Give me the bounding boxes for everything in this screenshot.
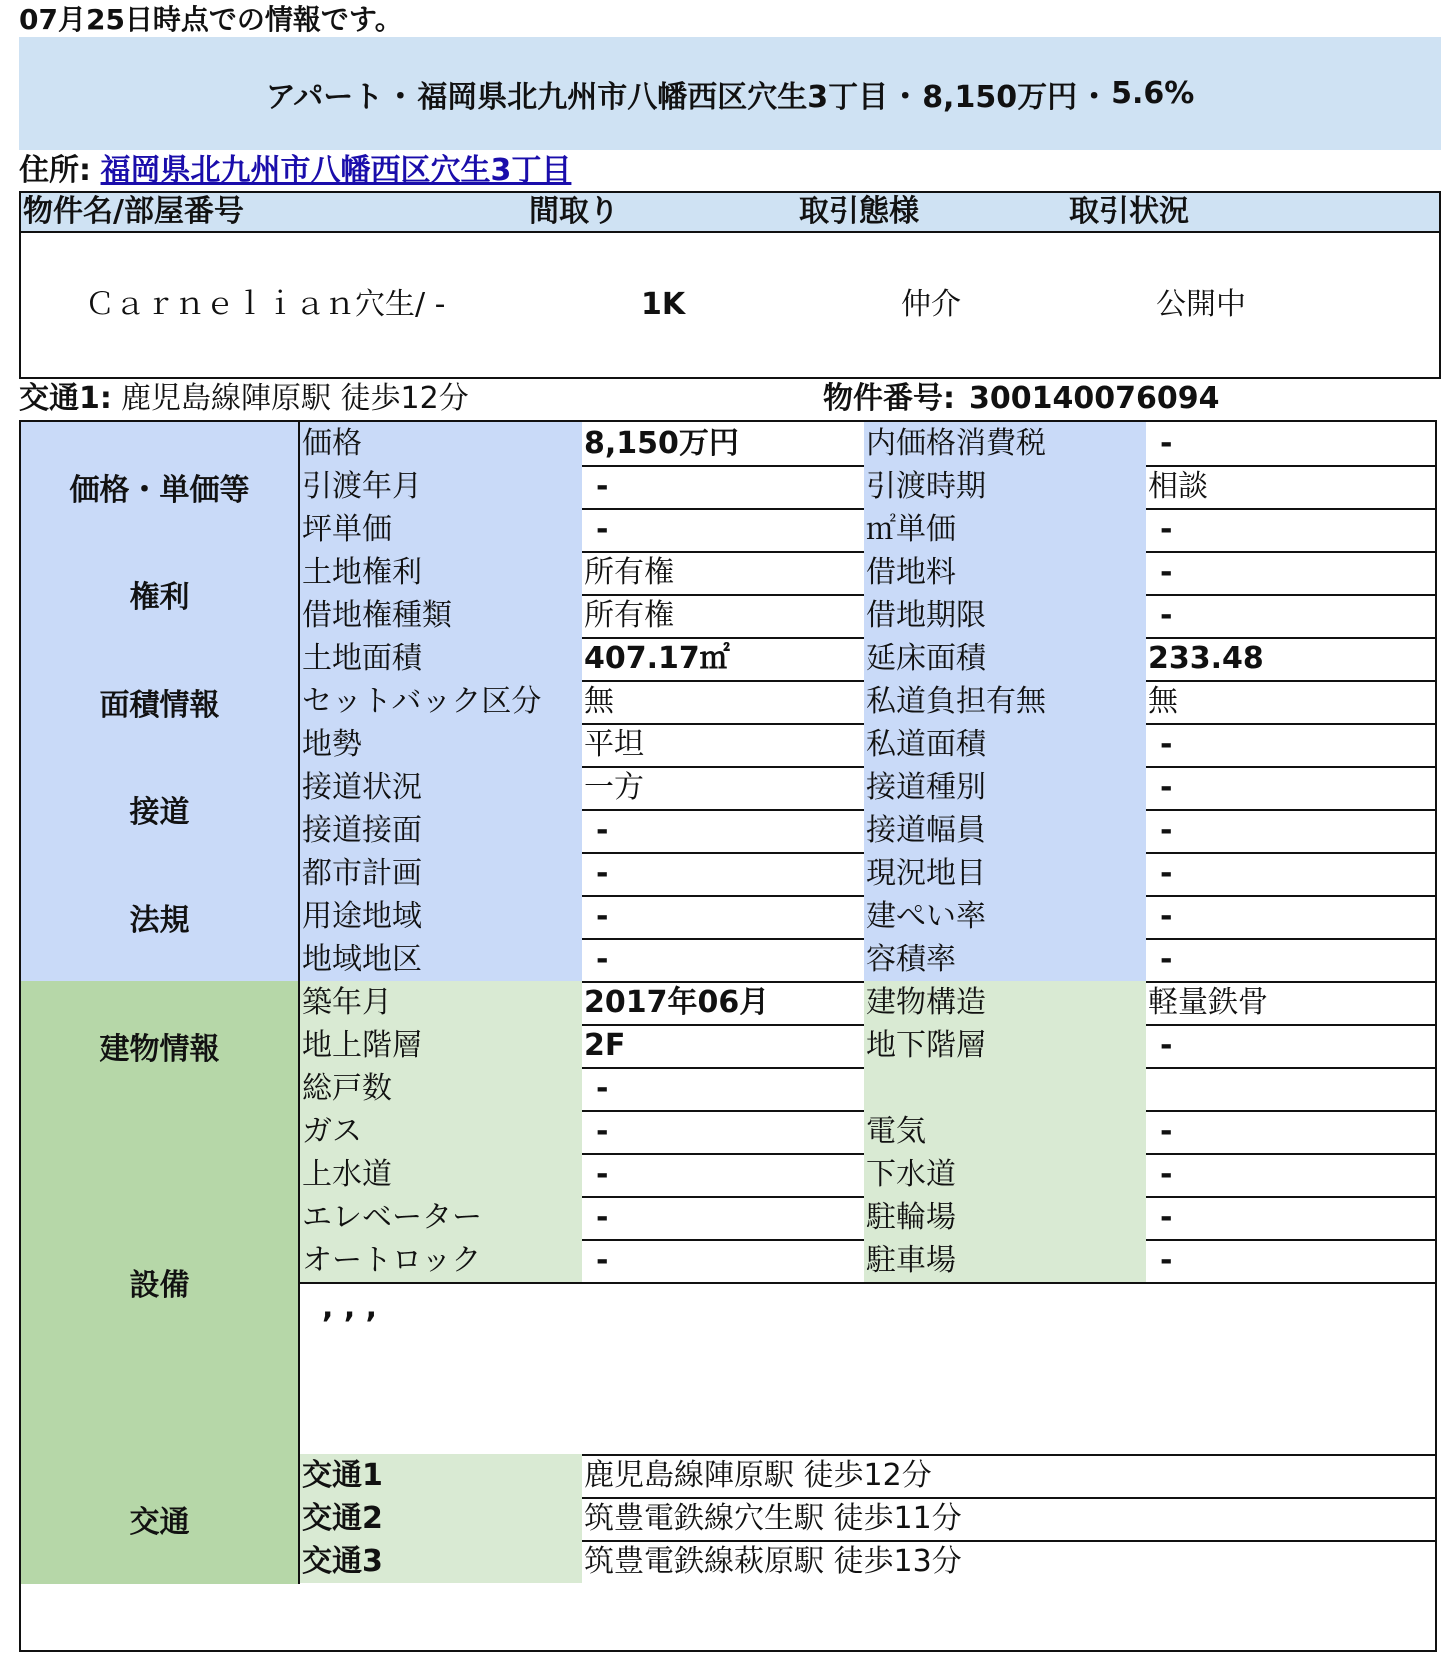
property-header <box>19 191 1441 231</box>
table-row <box>300 723 1435 768</box>
cell-value: - <box>1160 426 1173 461</box>
cell-key: エレベーター <box>300 1196 582 1239</box>
cell-key: 土地権利 <box>300 551 582 594</box>
cell-key: 坪単価 <box>300 508 582 551</box>
cell-key: 私道面積 <box>864 723 1146 766</box>
table-row <box>300 1497 1435 1542</box>
cell-value: 筑豊電鉄線穴生駅 徒歩11分 <box>584 1501 962 1536</box>
property-status: 公開中 <box>1156 287 1246 322</box>
table-row <box>300 594 1435 639</box>
traffic-summary-label: 交通1: <box>19 381 112 416</box>
table-row <box>300 637 1435 682</box>
cell-key: 建ぺい率 <box>864 895 1146 938</box>
cell-value: - <box>1160 899 1173 934</box>
cell-key: 駐車場 <box>864 1239 1146 1282</box>
cell-value: 平坦 <box>584 727 644 762</box>
banner-separator: ・ <box>1079 79 1110 115</box>
cell-value: - <box>1160 1028 1173 1063</box>
cell-key: 下水道 <box>864 1153 1146 1196</box>
cell-key: 駐輪場 <box>864 1196 1146 1239</box>
table-row <box>300 938 1435 983</box>
cell-value: 相談 <box>1148 469 1208 504</box>
banner-yield: 5.6% <box>1111 76 1195 111</box>
table-row <box>300 680 1435 725</box>
cell-value: 407.17㎡ <box>584 641 730 676</box>
property-layout: 1K <box>641 287 686 322</box>
traffic-summary-value: 鹿児島線陣原駅 徒歩12分 <box>121 381 469 416</box>
cell-key: 都市計画 <box>300 852 582 895</box>
cell-key: 価格 <box>300 422 582 465</box>
section-price-title: 価格・単価等 <box>21 422 300 553</box>
cell-value: - <box>1160 1200 1173 1235</box>
cell-value: 無 <box>1148 684 1178 719</box>
table-row <box>300 422 1435 467</box>
cell-key: 引渡年月 <box>300 465 582 508</box>
cell-value: - <box>1160 1243 1173 1278</box>
cell-value: 一方 <box>584 770 644 805</box>
cell-value: - <box>596 1071 609 1106</box>
table-row <box>300 508 1435 553</box>
cell-value: - <box>596 813 609 848</box>
cell-value: - <box>596 1114 609 1149</box>
cell-key: 電気 <box>864 1110 1146 1153</box>
cell-key: オートロック <box>300 1239 582 1282</box>
address-line <box>19 152 571 190</box>
banner-price: 8,150万円 <box>922 79 1078 115</box>
cell-key: 私道負担有無 <box>864 680 1146 723</box>
cell-value: - <box>1160 856 1173 891</box>
cell-value: 233.48 <box>1148 641 1264 676</box>
cell-key: 交通3 <box>300 1540 582 1583</box>
cell-key: 地上階層 <box>300 1024 582 1067</box>
traffic-summary-row <box>19 380 1439 418</box>
table-row <box>300 1067 1435 1112</box>
address-link[interactable]: 福岡県北九州市八幡西区穴生3丁目 <box>100 153 572 188</box>
header-name-label: 物件名/部屋番号 <box>23 194 244 229</box>
table-row <box>300 1239 1435 1284</box>
table-row <box>300 465 1435 510</box>
details-table <box>19 420 1437 1652</box>
cell-value: - <box>1160 598 1173 633</box>
cell-value: - <box>1160 770 1173 805</box>
section-building-title: 建物情報 <box>21 981 300 1112</box>
cell-key: セットバック区分 <box>300 680 582 723</box>
banner-separator: ・ <box>890 79 921 115</box>
cell-value: 2017年06月 <box>584 985 770 1020</box>
table-row <box>300 852 1435 897</box>
cell-value: - <box>596 469 609 504</box>
table-row <box>300 1024 1435 1069</box>
section-transport-title: 交通 <box>21 1454 300 1584</box>
cell-key: 土地面積 <box>300 637 582 680</box>
date-note: 07月25日時点での情報です。 <box>19 3 403 36</box>
cell-key: 容積率 <box>864 938 1146 981</box>
cell-key: 地勢 <box>300 723 582 766</box>
cell-value: - <box>596 1200 609 1235</box>
header-mode-label: 取引態様 <box>799 194 919 229</box>
cell-key: 地域地区 <box>300 938 582 981</box>
header-layout-label: 間取り <box>529 194 619 229</box>
cell-key: 上水道 <box>300 1153 582 1196</box>
cell-key: 築年月 <box>300 981 582 1024</box>
property-number-value: 300140076094 <box>969 381 1220 416</box>
cell-key: 借地料 <box>864 551 1146 594</box>
banner-address: 福岡県北九州市八幡西区穴生3丁目 <box>417 79 889 115</box>
table-row <box>300 1196 1435 1241</box>
cell-value: - <box>1160 813 1173 848</box>
property-name: Ｃａｒｎｅｌｉａｎ穴生/ - <box>85 287 446 322</box>
cell-key: 現況地目 <box>864 852 1146 895</box>
cell-value: 鹿児島線陣原駅 徒歩12分 <box>584 1458 932 1493</box>
section-area-title: 面積情報 <box>21 637 300 768</box>
section-road-title: 接道 <box>21 766 300 854</box>
cell-value: 8,150万円 <box>584 426 739 461</box>
cell-value: - <box>596 899 609 934</box>
cell-value: - <box>1160 512 1173 547</box>
cell-value: - <box>1160 942 1173 977</box>
cell-key: 接道状況 <box>300 766 582 809</box>
table-row <box>300 1110 1435 1155</box>
section-rights-title: 権利 <box>21 551 300 639</box>
table-row <box>300 809 1435 854</box>
table-row <box>300 1153 1435 1198</box>
cell-key: ㎡単価 <box>864 508 1146 551</box>
cell-value: 軽量鉄骨 <box>1148 985 1268 1020</box>
cell-value: - <box>596 1157 609 1192</box>
cell-key: 借地権種類 <box>300 594 582 637</box>
table-row <box>300 766 1435 811</box>
cell-value: 筑豊電鉄線萩原駅 徒歩13分 <box>584 1544 962 1579</box>
cell-key <box>864 1067 1146 1110</box>
cell-value: - <box>1160 1157 1173 1192</box>
header-status-label: 取引状況 <box>1069 194 1189 229</box>
cell-value: - <box>596 1243 609 1278</box>
cell-key: 地下階層 <box>864 1024 1146 1067</box>
address-label: 住所: <box>19 153 91 188</box>
table-row <box>300 551 1435 596</box>
table-row <box>300 1540 1435 1585</box>
section-law-title: 法規 <box>21 852 300 983</box>
table-row <box>300 1454 1435 1499</box>
cell-value: - <box>1160 1114 1173 1149</box>
cell-value: 所有権 <box>584 598 674 633</box>
cell-value: - <box>596 512 609 547</box>
cell-key: 借地期限 <box>864 594 1146 637</box>
cell-value: 2F <box>584 1028 626 1063</box>
cell-key: ガス <box>300 1110 582 1153</box>
cell-key: 総戸数 <box>300 1067 582 1110</box>
cell-value: 無 <box>584 684 614 719</box>
cell-key: 接道種別 <box>864 766 1146 809</box>
cell-value: - <box>1160 727 1173 762</box>
banner-separator: ・ <box>385 79 416 115</box>
cell-value: - <box>596 942 609 977</box>
cell-key: 引渡時期 <box>864 465 1146 508</box>
facilities-notes <box>300 1282 1435 1456</box>
cell-value <box>1146 1067 1435 1110</box>
cell-key: 交通1 <box>300 1454 582 1497</box>
property-mode: 仲介 <box>901 287 961 322</box>
property-number-label: 物件番号: <box>823 381 955 416</box>
property-row <box>19 231 1441 379</box>
facilities-notes-text: , , , <box>322 1290 378 1325</box>
table-row <box>300 895 1435 940</box>
cell-key: 内価格消費税 <box>864 422 1146 465</box>
cell-key: 延床面積 <box>864 637 1146 680</box>
cell-value: - <box>1160 555 1173 590</box>
summary-banner <box>19 37 1441 150</box>
cell-value: - <box>596 856 609 891</box>
cell-key: 建物構造 <box>864 981 1146 1024</box>
cell-key: 接道幅員 <box>864 809 1146 852</box>
cell-value: 所有権 <box>584 555 674 590</box>
cell-key: 用途地域 <box>300 895 582 938</box>
section-facilities-title: 設備 <box>21 1110 300 1456</box>
table-row <box>300 981 1435 1026</box>
cell-key: 交通2 <box>300 1497 582 1540</box>
cell-key: 接道接面 <box>300 809 582 852</box>
banner-type: アパート <box>265 79 384 115</box>
